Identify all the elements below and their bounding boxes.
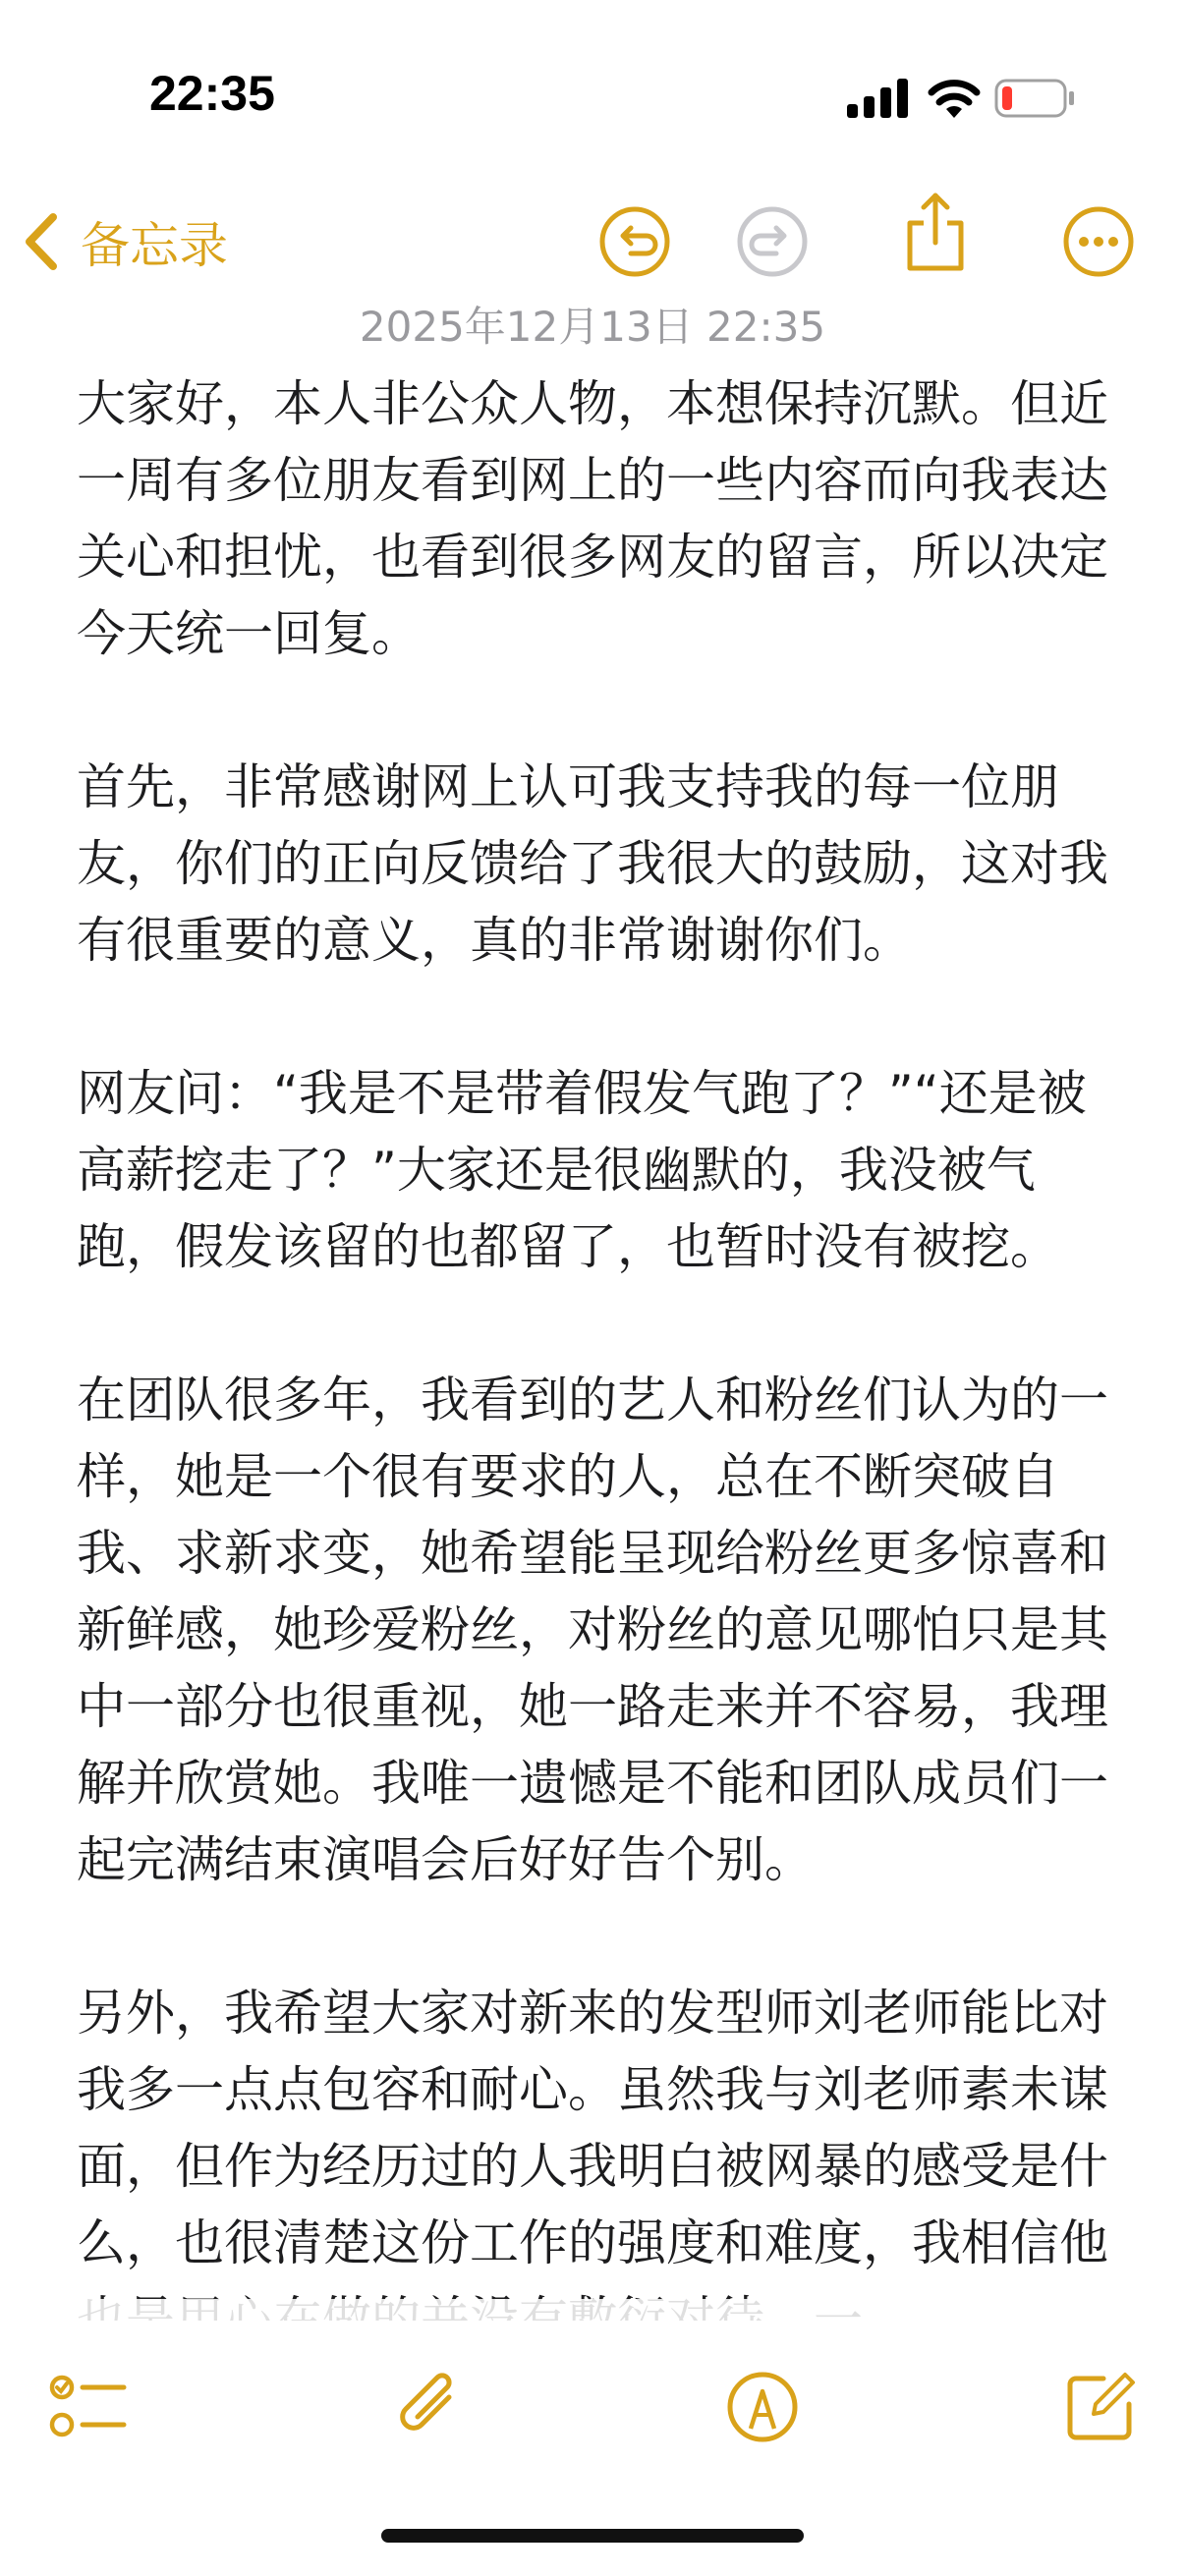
share-icon — [904, 190, 967, 274]
paperclip-icon — [394, 2368, 463, 2446]
battery-low-icon — [994, 79, 1075, 118]
compose-icon — [1064, 2371, 1137, 2443]
chevron-left-icon — [22, 211, 61, 272]
share-button[interactable] — [890, 187, 981, 277]
checklist-icon — [49, 2370, 128, 2444]
status-bar — [0, 0, 1185, 187]
compose-button[interactable] — [1051, 2358, 1150, 2456]
markup-button[interactable] — [713, 2358, 812, 2456]
redo-button[interactable] — [727, 196, 818, 287]
note-date: 2025年12月13日 22:35 — [359, 303, 826, 351]
note-body[interactable] — [77, 365, 1118, 2321]
nav-bar — [0, 187, 1185, 305]
undo-icon — [597, 204, 672, 279]
status-time: 22:35 — [149, 66, 275, 121]
home-indicator[interactable] — [381, 2529, 804, 2543]
bottom-toolbar — [0, 2348, 1185, 2476]
note-paragraph: 首先，非常感谢网上认可我支持我的每一位朋友，你们的正向反馈给了我很大的鼓励，这对我有很重要的意义，真的非常谢谢你们。 — [77, 758, 1108, 969]
checklist-button[interactable] — [39, 2358, 138, 2456]
attach-button[interactable] — [379, 2358, 478, 2456]
back-button[interactable] — [22, 200, 228, 283]
more-button[interactable] — [1053, 196, 1144, 287]
redo-icon — [735, 204, 810, 279]
more-icon — [1061, 204, 1136, 279]
note-paragraph: 在团队很多年，我看到的艺人和粉丝们认为的一样，她是一个很有要求的人，总在不断突破自我、求新求变，她希望能呈现给粉丝更多惊喜和新鲜感，她珍爱粉丝，对粉丝的意见哪怕只是其中一部分也很重视，她一路走来并不容易，我理解并欣赏她。我唯一遗憾是不能和团队成员们一起完满结束演唱会后好好告个别。 — [77, 1372, 1108, 1888]
back-label: 备忘录 — [81, 217, 228, 274]
markup-pen-icon — [725, 2370, 800, 2444]
undo-button[interactable] — [590, 196, 680, 287]
note-paragraph: 另外，我希望大家对新来的发型师刘老师能比对我多一点点包容和耐心。虽然我与刘老师素未谋面，但作为经历过的人我明白被网暴的感受是什么，也很清楚这份工作的强度和难度，我相信他 — [77, 1985, 1108, 2271]
note-paragraph: 网友问：“我是不是带着假发气跑了？”“还是被高薪挖走了？”大家还是很幽默的，我没被气跑，假发该留的也都留了，也暂时没有被挖。 — [77, 1065, 1087, 1275]
note-paragraph: 大家好，本人非公众人物，本想保持沉默。但近一周有多位朋友看到网上的一些内容而向我表达关心和担忧，也看到很多网友的留言，所以决定今天统一回复。 — [77, 375, 1108, 662]
signal-icon — [847, 79, 910, 118]
wifi-icon — [928, 79, 981, 118]
